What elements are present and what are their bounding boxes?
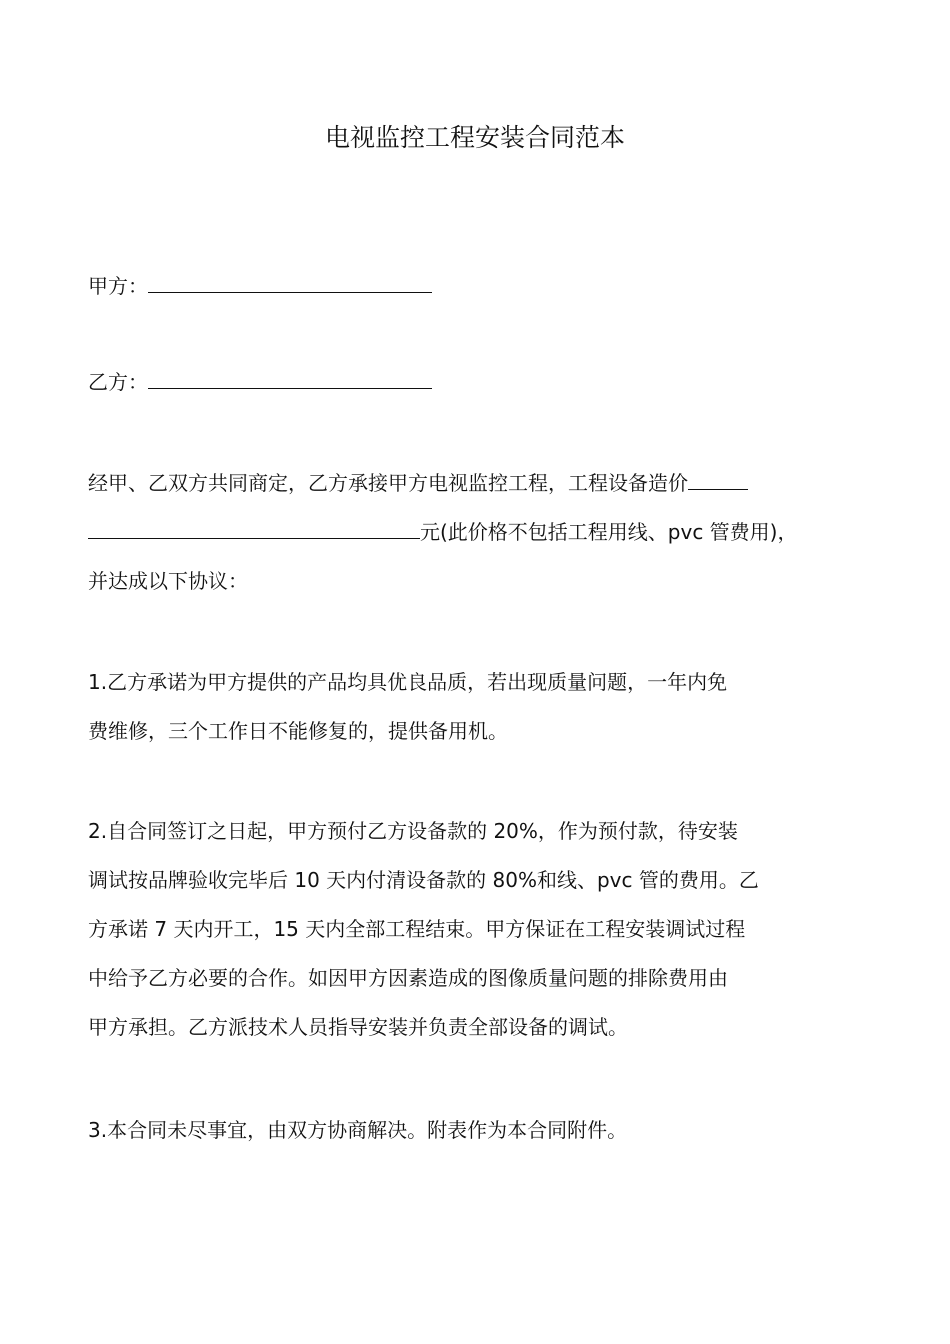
intro-paragraph: [88, 459, 864, 606]
party-b-label: 乙方：: [88, 370, 148, 394]
intro-line-2: [88, 508, 864, 557]
clause-3-line-1: 3.本合同未尽事宜，由双方协商解决。附表作为本合同附件。: [88, 1118, 628, 1142]
intro-line-1-text: 经甲、乙双方共同商定，乙方承接甲方电视监控工程，工程设备造价: [88, 471, 688, 495]
party-a-blank: [148, 272, 432, 293]
party-b-blank: [148, 368, 432, 389]
price-blank-end: [88, 518, 420, 539]
party-b-line: [88, 358, 864, 407]
clause-2-line-2: 调试按品牌验收完毕后 10 天内付清设备款的 80%和线、pvc 管的费用。乙: [88, 868, 759, 892]
intro-line-2-text: 元(此价格不包括工程用线、pvc 管费用)，: [420, 520, 798, 544]
intro-line-3: 并达成以下协议：: [88, 569, 248, 593]
clause-2-line-5: 甲方承担。乙方派技术人员指导安装并负责全部设备的调试。: [88, 1015, 628, 1039]
party-a-label: 甲方：: [88, 274, 148, 298]
clause-2: [88, 807, 864, 1052]
price-blank-start: [688, 469, 748, 490]
clause-2-line-4: 中给予乙方必要的合作。如因甲方因素造成的图像质量问题的排除费用由: [88, 966, 728, 990]
intro-line-1: [88, 459, 864, 508]
clause-1: [88, 658, 864, 756]
document-title: 电视监控工程安装合同范本: [324, 123, 625, 152]
clause-3: [88, 1106, 864, 1155]
clause-2-line-1: 2.自合同签订之日起，甲方预付乙方设备款的 20%，作为预付款，待安装: [88, 819, 738, 843]
party-a-line: [88, 262, 864, 311]
clause-1-line-1: 1.乙方承诺为甲方提供的产品均具优良品质，若出现质量问题，一年内免: [88, 670, 728, 694]
clause-2-line-3: 方承诺 7 天内开工，15 天内全部工程结束。甲方保证在工程安装调试过程: [88, 917, 746, 941]
clause-1-line-2: 费维修，三个工作日不能修复的，提供备用机。: [88, 719, 508, 743]
